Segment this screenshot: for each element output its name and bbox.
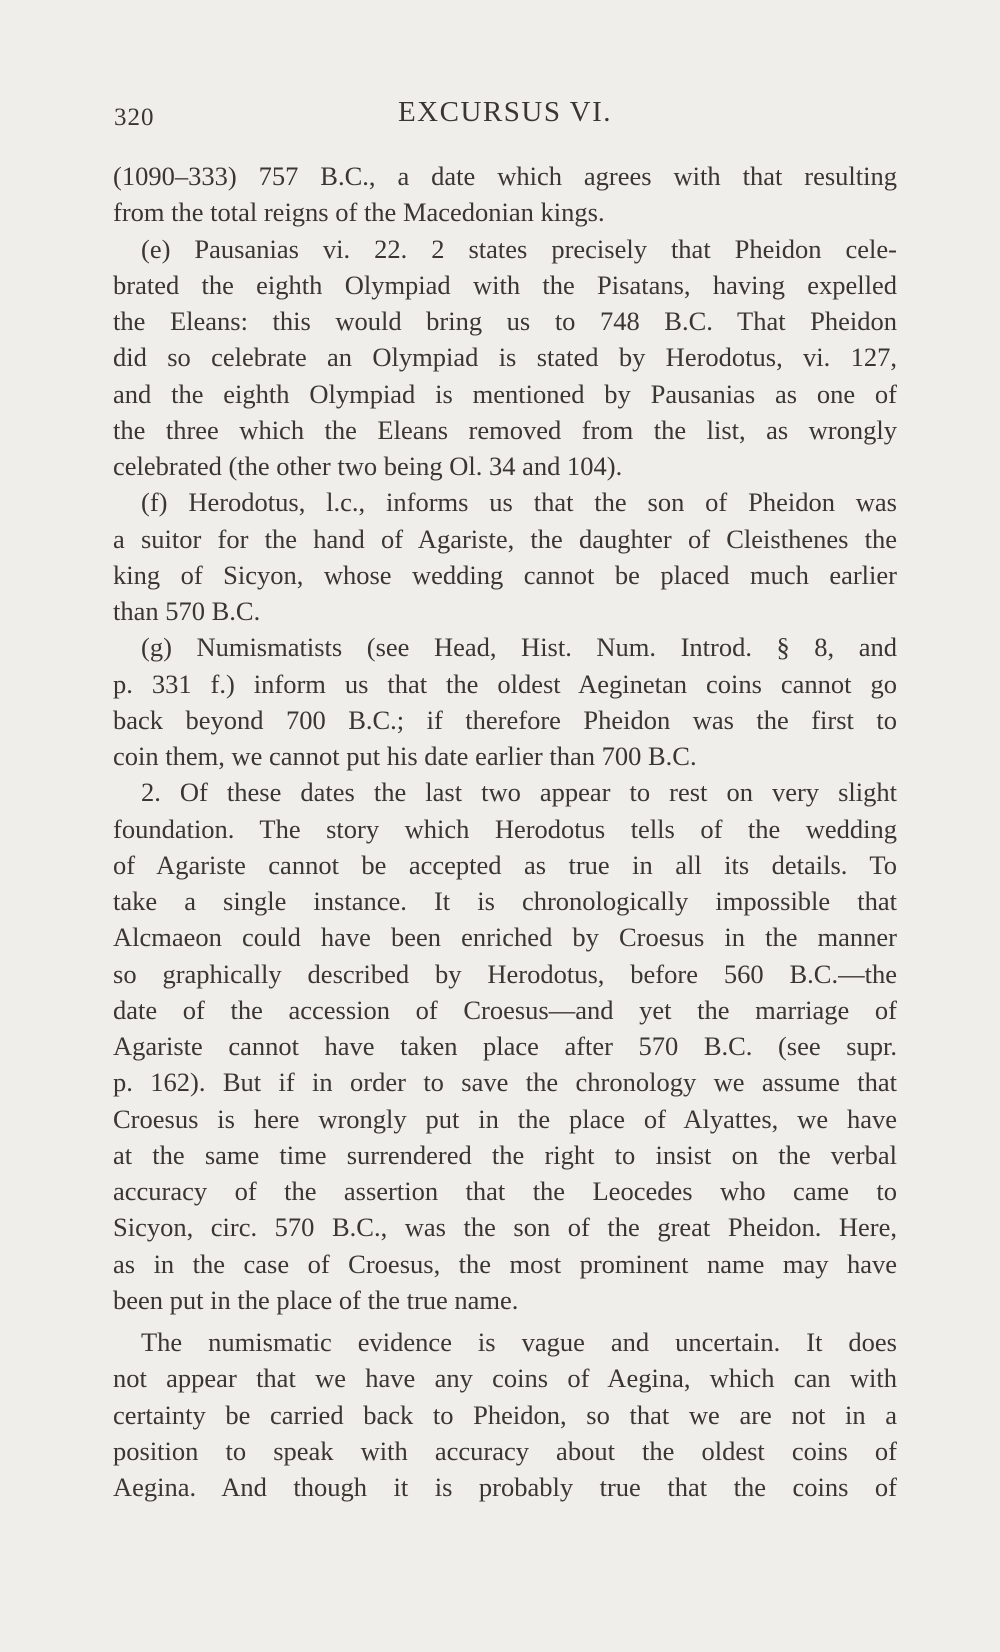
paragraph xyxy=(113,774,897,1318)
paragraph xyxy=(113,629,897,774)
text-line: date of the accession of Croesus—and yet the marriage of xyxy=(113,994,897,1025)
text-line: position to speak with accuracy about the oldest coins of xyxy=(113,1435,897,1466)
text-line: a suitor for the hand of Agariste, the daughter of Cleisthenes the xyxy=(113,523,897,554)
page-number: 320 xyxy=(114,104,155,131)
text-line: Alcmaeon could have been enriched by Croesus in the manner xyxy=(113,922,897,953)
text-line: The numismatic evidence is vague and uncertain. It does xyxy=(141,1327,897,1357)
running-head xyxy=(114,96,896,136)
text-line: and the eighth Olympiad is mentioned by Pausanias as one of xyxy=(113,378,897,409)
text-line: the Eleans: this would bring us to 748 B.C. That Pheidon xyxy=(113,306,897,336)
text-line: than 570 B.C. xyxy=(113,596,261,626)
text-line: not appear that we have any coins of Aegina, which can with xyxy=(113,1363,897,1394)
text-line: 2. Of these dates the last two appear to rest on very slight xyxy=(141,777,897,808)
text-line: (g) Numismatists (see Head, Hist. Num. Introd. § 8, and xyxy=(141,632,897,663)
text-line: back beyond 700 B.C.; if therefore Pheidon was the first to xyxy=(113,704,897,735)
text-line: (1090–333) 757 B.C., a date which agrees with that resulting xyxy=(113,161,897,191)
running-title: EXCURSUS VI. xyxy=(397,96,613,128)
text-line: Croesus is here wrongly put in the place of Alyattes, we have xyxy=(113,1103,897,1134)
text-line: Sicyon, circ. 570 B.C., was the son of the great Pheidon. Here, xyxy=(113,1212,897,1243)
text-line: take a single instance. It is chronologically impossible that xyxy=(113,886,897,916)
text-line: as in the case of Croesus, the most prominent name may have xyxy=(113,1248,897,1279)
text-line: at the same time surrendered the right to insist on the verbal xyxy=(113,1139,897,1170)
text-line: from the total reigns of the Macedonian kings. xyxy=(113,197,605,228)
text-line: did so celebrate an Olympiad is stated by Herodotus, vi. 127, xyxy=(113,342,897,373)
text-line: so graphically described by Herodotus, before 560 B.C.—the xyxy=(113,958,897,989)
text-line: celebrated (the other two being Ol. 34 and 104). xyxy=(113,451,623,481)
text-line: accuracy of the assertion that the Leocedes who came to xyxy=(113,1176,897,1206)
text-line: of Agariste cannot be accepted as true in all its details. To xyxy=(113,849,897,880)
paragraph xyxy=(113,231,897,485)
text-line: foundation. The story which Herodotus tells of the wedding xyxy=(113,813,897,844)
text-line: Agariste cannot have taken place after 570 B.C. (see supr. xyxy=(113,1031,897,1061)
text-line: brated the eighth Olympiad with the Pisatans, having expelled xyxy=(113,269,897,300)
text-line: (f) Herodotus, l.c., informs us that the son of Pheidon was xyxy=(141,487,897,518)
text-line: coin them, we cannot put his date earlier than 700 B.C. xyxy=(113,741,697,771)
body-text xyxy=(113,158,897,1505)
text-line: (e) Pausanias vi. 22. 2 states precisely that Pheidon cele- xyxy=(141,233,897,264)
paragraph xyxy=(113,484,897,629)
text-line: p. 331 f.) inform us that the oldest Aeginetan coins cannot go xyxy=(113,668,897,699)
text-line: king of Sicyon, whose wedding cannot be placed much earlier xyxy=(113,559,897,590)
paragraph xyxy=(113,158,897,231)
paragraph xyxy=(113,1324,897,1505)
text-line: certainty be carried back to Pheidon, so that we are not in a xyxy=(113,1399,897,1430)
text-line: been put in the place of the true name. xyxy=(113,1284,519,1315)
text-line: the three which the Eleans removed from the list, as wrongly xyxy=(113,414,897,445)
text-line: p. 162). But if in order to save the chronology we assume that xyxy=(113,1067,897,1098)
text-line: Aegina. And though it is probably true that the coins of xyxy=(113,1472,897,1502)
